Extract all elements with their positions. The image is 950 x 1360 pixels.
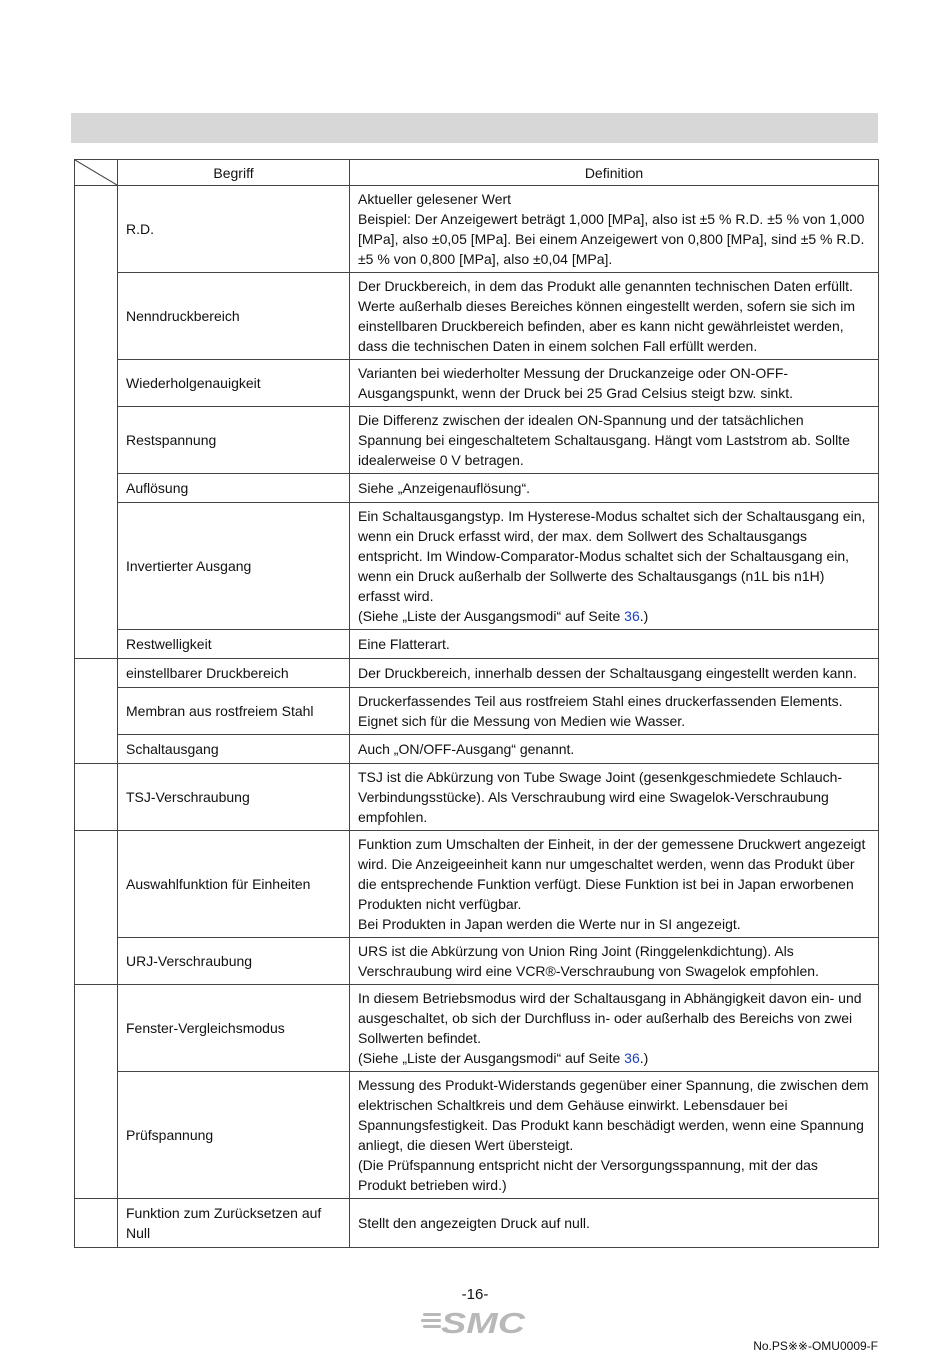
definition-text: Funktion zum Umschalten der Einheit, in der der gemessene Druckwert angezeigt wird. Die Anzeigeeinheit kann nur umgeschaltet werden, wenn das Produkt über die entsprechende Funktion verfügt. Diese Funktion ist bei in Japan erworbenen Produkten nicht verfügbar.	[358, 836, 866, 912]
page-number: -16-	[461, 1286, 489, 1303]
table-row	[75, 938, 879, 985]
definition-cell	[350, 273, 879, 360]
page-link[interactable]: 36	[624, 1050, 640, 1066]
definition-text: Auch „ON/OFF-Ausgang“ genannt.	[358, 741, 575, 757]
table-row	[75, 831, 879, 938]
group-cell	[75, 186, 118, 659]
definition-text: Der Druckbereich, in dem das Produkt alle genannten technischen Daten erfüllt. Werte außerhalb dieses Bereiches können eingestellt werden, sofern sie sich im einstellbaren Druckbereich befinden, aber es kann nicht gewährleistet werden, dass die technischen Daten in einem solchen Fall erfüllt werden.	[358, 278, 855, 354]
definition-text: Beispiel: Der Anzeigewert beträgt 1,000 [MPa], also ist ±5 % R.D. ±5 % von 1,000 [MPa], also ±0,05 [MPa]. Bei einem Anzeigewert von 0,800 [MPa], sind ±5 % R.D. ±5 % von 0,800 [MPa], also ±0,04 [MPa].	[358, 211, 865, 267]
table-row	[75, 985, 879, 1072]
definition-cell	[350, 407, 879, 474]
definition-text: Stellt den angezeigten Druck auf null.	[358, 1215, 590, 1231]
term-cell: Membran aus rostfreiem Stahl	[118, 688, 350, 735]
reference-text: (Siehe „Liste der Ausgangsmodi“ auf Seite	[358, 608, 625, 624]
definition-text: Druckerfassendes Teil aus rostfreiem Stahl eines druckerfassenden Elements. Eignet sich für die Messung von Medien wie Wasser.	[358, 693, 843, 729]
term-cell: Restspannung	[118, 407, 350, 474]
group-cell	[75, 831, 118, 985]
term-cell: Fenster-Vergleichsmodus	[118, 985, 350, 1072]
definition-text: Aktueller gelesener Wert	[358, 191, 512, 207]
definition-cell	[350, 360, 879, 407]
glossary-body	[75, 186, 879, 1248]
definition-text: Messung des Produkt-Widerstands gegenüber einer Spannung, die zwischen dem elektrischen Schaltkreis und dem Gehäuse einwirkt. Lebensdauer bei Spannungsfestigkeit. Das Produkt kann beschädigt werden, wenn eine Spannung anliegt, die diesen Wert übersteigt.	[358, 1077, 869, 1153]
table-row	[75, 764, 879, 831]
definition-text: URS ist die Abkürzung von Union Ring Joint (Ringgelenkdichtung). Als Verschraubung wird eine VCR®-Verschraubung von Swagelok empfohlen.	[358, 943, 819, 979]
page-reference	[358, 1048, 870, 1068]
smc-logo	[421, 1305, 531, 1339]
term-cell: R.D.	[118, 186, 350, 273]
table-row	[75, 360, 879, 407]
term-cell: URJ-Verschraubung	[118, 938, 350, 985]
term-cell: Prüfspannung	[118, 1072, 350, 1199]
page-link[interactable]: 36	[624, 608, 640, 624]
definition-cell	[350, 186, 879, 273]
table-row	[75, 1199, 879, 1248]
definition-text: Varianten bei wiederholter Messung der Druckanzeige oder ON-OFF-Ausgangspunkt, wenn der Druck bei 25 Grad Celsius steigt bzw. sinkt.	[358, 365, 793, 401]
term-cell: TSJ-Verschraubung	[118, 764, 350, 831]
definition-cell	[350, 688, 879, 735]
table-row	[75, 630, 879, 659]
definition-text: Der Druckbereich, innerhalb dessen der Schaltausgang eingestellt werden kann.	[358, 665, 857, 681]
term-cell: einstellbarer Druckbereich	[118, 659, 350, 688]
table-row	[75, 407, 879, 474]
column-header-term: Begriff	[118, 160, 350, 186]
definition-cell	[350, 1072, 879, 1199]
term-cell: Schaltausgang	[118, 735, 350, 764]
group-cell	[75, 985, 118, 1199]
definition-text: Siehe „Anzeigenauflösung“.	[358, 480, 531, 496]
term-cell: Restwelligkeit	[118, 630, 350, 659]
term-cell: Auflösung	[118, 474, 350, 503]
definition-cell	[350, 1199, 879, 1248]
definition-text: Bei Produkten in Japan werden die Werte nur in SI angezeigt.	[358, 916, 741, 932]
definition-cell	[350, 938, 879, 985]
reference-text: (Siehe „Liste der Ausgangsmodi“ auf Seite	[358, 1050, 625, 1066]
table-row	[75, 186, 879, 273]
document-number: No.PS※※-OMU0009-F	[753, 1339, 878, 1353]
group-cell	[75, 659, 118, 764]
definition-cell	[350, 474, 879, 503]
group-cell	[75, 764, 118, 831]
table-header-row	[75, 160, 879, 186]
table-row	[75, 688, 879, 735]
term-cell: Wiederholgenauigkeit	[118, 360, 350, 407]
table-row	[75, 659, 879, 688]
definition-cell	[350, 764, 879, 831]
group-cell	[75, 1199, 118, 1248]
definition-text: TSJ ist die Abkürzung von Tube Swage Joint (gesenkgeschmiedete Schlauch-Verbindungsstücke). Als Verschraubung wird eine Swagelok-Verschraubung empfohlen.	[358, 769, 843, 825]
definition-text: Eine Flatterart.	[358, 636, 450, 652]
term-cell: Funktion zum Zurücksetzen auf Null	[118, 1199, 350, 1248]
definition-cell	[350, 831, 879, 938]
table-row	[75, 735, 879, 764]
definition-text: (Die Prüfspannung entspricht nicht der Versorgungsspannung, mit der das Produkt betrieben wird.)	[358, 1157, 818, 1193]
definition-cell	[350, 659, 879, 688]
table-row	[75, 474, 879, 503]
term-cell: Nenndruckbereich	[118, 273, 350, 360]
definition-text: In diesem Betriebsmodus wird der Schaltausgang in Abhängigkeit davon ein- und ausgeschaltet, ob sich der Durchfluss in- oder außerhalb des Bereichs von zwei Sollwerten befindet.	[358, 990, 862, 1046]
svg-text:SMC: SMC	[441, 1308, 527, 1339]
corner-cell	[75, 160, 118, 186]
reference-text-end: .)	[639, 608, 649, 624]
term-cell: Invertierter Ausgang	[118, 503, 350, 630]
definition-cell	[350, 630, 879, 659]
table-row	[75, 273, 879, 360]
definition-text: Die Differenz zwischen der idealen ON-Spannung und der tatsächlichen Spannung bei eingeschaltetem Schaltausgang. Hängt vom Laststrom ab. Sollte idealerweise 0 V betragen.	[358, 412, 850, 468]
table-row	[75, 503, 879, 630]
reference-text-end: .)	[639, 1050, 649, 1066]
definition-text: Ein Schaltausgangstyp. Im Hysterese-Modus schaltet sich der Schaltausgang ein, wenn ein Druck erfasst wird, der max. dem Sollwert des Schaltausgangs entspricht. Im Window-Comparator-Modus schaltet sich der Schaltausgang ein, wenn ein Druck außerhalb der Sollwerte des Schaltausgangs (n1L bis n1H) erfasst wird.	[358, 508, 866, 604]
term-cell: Auswahlfunktion für Einheiten	[118, 831, 350, 938]
section-header-band	[71, 113, 878, 143]
definition-cell	[350, 503, 879, 630]
page-reference	[358, 606, 870, 626]
column-header-definition: Definition	[350, 160, 879, 186]
definition-cell	[350, 985, 879, 1072]
table-row	[75, 1072, 879, 1199]
glossary-table	[74, 159, 879, 1248]
definition-cell	[350, 735, 879, 764]
